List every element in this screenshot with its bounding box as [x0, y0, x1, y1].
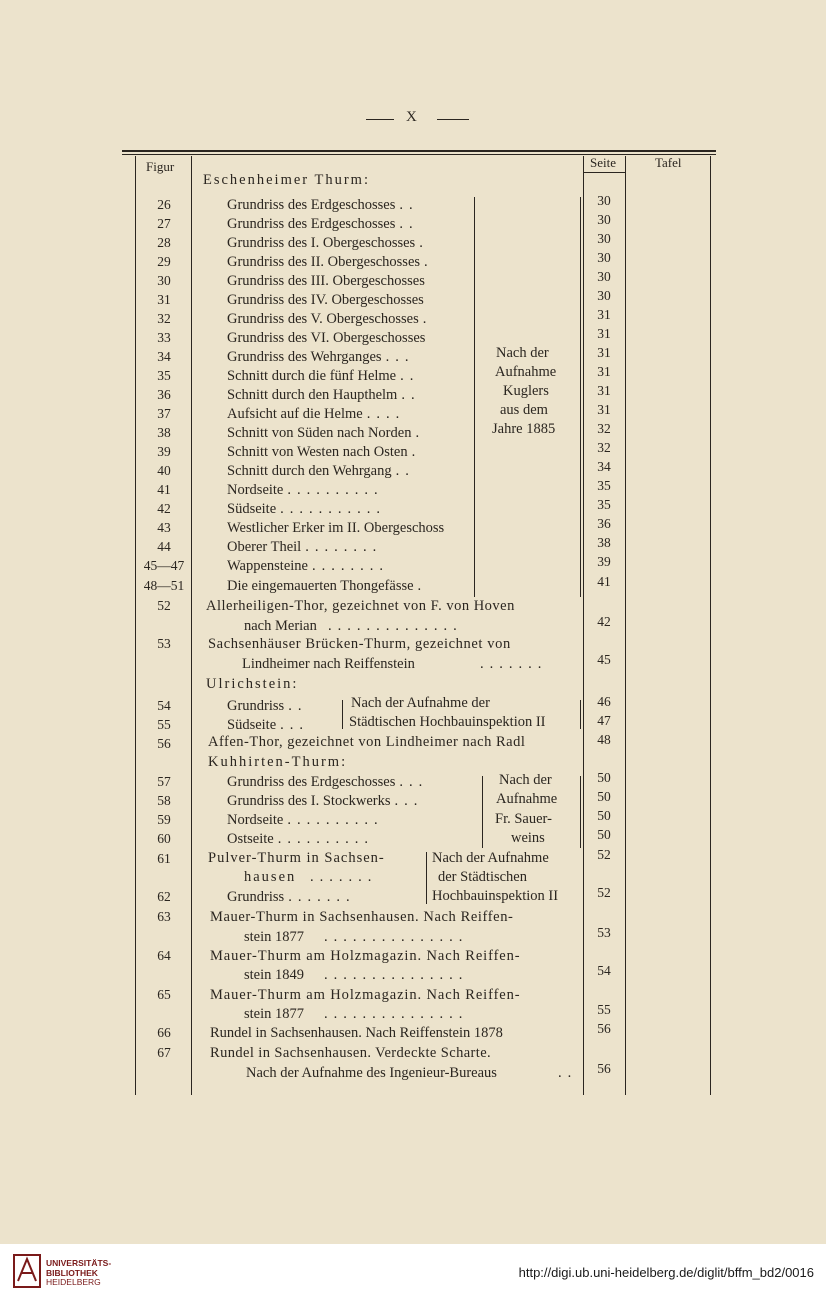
permalink-url[interactable]: http://digi.ub.uni-heidelberg.de/diglit/bffm_bd2/0016 — [518, 1265, 814, 1280]
page-reference: 31 — [597, 345, 611, 360]
figure-number: 33 — [157, 330, 171, 345]
figure-label: Grundriss des IV. Obergeschosses — [227, 292, 424, 308]
leader-dots: .......... — [287, 812, 384, 828]
figure-number: 34 — [157, 349, 171, 364]
figure-number: 52 — [157, 598, 171, 613]
entry-sachsenhaeuser-1: Sachsenhäuser Brücken-Thurm, gezeichnet von — [208, 636, 511, 652]
page-reference: 41 — [597, 574, 611, 589]
leader-dots: .. — [288, 698, 308, 714]
figure-label: Grundriss des I. Obergeschosses . — [227, 235, 429, 251]
section-eschenheimer: Eschenheimer Thurm: — [203, 172, 370, 188]
leader-dots: . — [411, 444, 422, 460]
page-reference: 39 — [597, 554, 611, 569]
seite-header-rule — [584, 172, 626, 173]
note-kugler-2: Aufnahme — [495, 364, 557, 380]
figure-number: 57 — [157, 774, 171, 789]
figure-label: Schnitt von Süden nach Norden . — [227, 425, 426, 441]
note-pulver-3: Hochbauinspektion II — [432, 888, 559, 904]
figure-number: 60 — [157, 831, 171, 846]
figure-number: 40 — [157, 463, 171, 478]
note-pulver-2: der Städtischen — [438, 869, 527, 885]
page-reference: 31 — [597, 307, 611, 322]
page-reference: 50 — [597, 827, 611, 842]
col-rule-text — [583, 156, 584, 1095]
entry-mauer65-2: stein 1877 — [244, 1006, 305, 1022]
leader-dots: ... — [280, 717, 310, 733]
figure-label: Grundriss .. — [227, 698, 308, 714]
figure-number: 43 — [157, 520, 171, 535]
leader-dots: ........ — [305, 539, 383, 555]
figure-label: Grundriss des Erdgeschosses .. — [227, 216, 419, 232]
figure-label: Grundriss des II. Obergeschosses . — [227, 254, 434, 270]
figure-label: Nordseite .......... — [227, 482, 384, 498]
figure-label: Südseite ........... — [227, 501, 387, 517]
brace-ulrich — [342, 700, 343, 729]
figure-number: 31 — [157, 292, 171, 307]
figure-number: 66 — [157, 1025, 171, 1040]
figure-label: Die eingemauerten Thongefässe . — [227, 578, 428, 594]
page-reference: 31 — [597, 383, 611, 398]
leader-dots: .......... — [277, 831, 374, 847]
figure-label: Nordseite .......... — [227, 812, 384, 828]
page-reference: 46 — [597, 694, 611, 709]
entry-mauer63-2: stein 1877 — [244, 929, 305, 945]
table-top-rule — [122, 150, 716, 152]
figure-number: 63 — [157, 909, 171, 924]
note-sauerwein-3: Fr. Sauer- — [495, 811, 552, 827]
page-reference: 48 — [597, 732, 611, 747]
table-top-rule-thin — [122, 154, 716, 155]
figure-number: 61 — [157, 851, 171, 866]
figure-label: Grundriss ....... — [227, 889, 356, 905]
leader-dots: ........... — [280, 501, 387, 517]
col-rule-seite — [625, 156, 626, 1095]
note-kugler-3: Kuglers — [503, 383, 549, 399]
figure-number: 29 — [157, 254, 171, 269]
leader-rundel67: .. — [558, 1065, 578, 1081]
figure-label: Grundriss des Wehrganges ... — [227, 349, 415, 365]
entry-pulver-1: Pulver-Thurm in Sachsen- — [208, 850, 385, 866]
page-number: X — [406, 109, 417, 125]
page-reference: 31 — [597, 402, 611, 417]
col-header-tafel: Tafel — [655, 155, 682, 170]
figure-number: 67 — [157, 1045, 171, 1060]
page-reference: 54 — [597, 963, 611, 978]
page-reference: 32 — [597, 440, 611, 455]
leader-dots: .. — [401, 387, 421, 403]
note-sauerwein-2: Aufnahme — [496, 791, 558, 807]
header-ornament-right — [437, 119, 469, 120]
leader-dots: .. — [395, 463, 415, 479]
note-ulrich-2: Städtischen Hochbauinspektion II — [349, 714, 546, 730]
brace-pulver-right — [575, 852, 584, 904]
page-reference: 38 — [597, 535, 611, 550]
entry-rundel66: Rundel in Sachsenhausen. Nach Reiffenstein 1878 — [210, 1025, 503, 1041]
leader-allerheiligen: .............. — [328, 618, 463, 634]
leader-dots: ....... — [288, 889, 356, 905]
entry-affen: Affen-Thor, gezeichnet von Lindheimer nach Radl — [208, 734, 526, 750]
col-header-seite: Seite — [590, 155, 616, 170]
page-reference: 31 — [597, 364, 611, 379]
section-kuhhirten: Kuhhirten-Thurm: — [208, 754, 348, 770]
leader-dots: ... — [385, 349, 415, 365]
brace-kugler-right — [570, 197, 581, 597]
figure-number: 62 — [157, 889, 171, 904]
figure-number: 36 — [157, 387, 171, 402]
page-reference: 56 — [597, 1021, 611, 1036]
page-reference: 30 — [597, 250, 611, 265]
page-reference: 34 — [597, 459, 611, 474]
leader-dots: . — [422, 311, 433, 327]
entry-pulver-2: hausen — [244, 869, 297, 885]
leader-mauer64: ............... — [324, 967, 469, 983]
figure-label: Grundriss des VI. Obergeschosses — [227, 330, 426, 346]
page-reference: 45 — [597, 652, 611, 667]
col-rule-tafel — [710, 156, 711, 1095]
note-kugler-4: aus dem — [500, 402, 548, 418]
leader-dots: ... — [394, 793, 424, 809]
page-reference: 50 — [597, 770, 611, 785]
col-header-figur: Figur — [146, 159, 175, 174]
entry-mauer64-2: stein 1849 — [244, 967, 305, 983]
figure-number: 59 — [157, 812, 171, 827]
figure-number: 30 — [157, 273, 171, 288]
library-name-line3: HEIDELBERG — [46, 1277, 101, 1287]
leader-dots: .. — [400, 368, 420, 384]
figure-number: 53 — [157, 636, 171, 651]
leader-dots: ... — [399, 774, 429, 790]
figure-number: 44 — [157, 539, 171, 554]
figure-number: 39 — [157, 444, 171, 459]
figure-number: 55 — [157, 717, 171, 732]
page-reference: 30 — [597, 269, 611, 284]
brace-kugler-left — [474, 197, 475, 597]
figure-label: Ostseite .......... — [227, 831, 374, 847]
library-name — [46, 1259, 111, 1288]
leader-dots: ........ — [311, 558, 389, 574]
note-kugler-1: Nach der — [496, 345, 549, 361]
page-reference: 42 — [597, 614, 611, 629]
figure-number: 64 — [157, 948, 171, 963]
figure-number: 56 — [157, 736, 171, 751]
page-reference: 36 — [597, 516, 611, 531]
figure-label: Schnitt durch die fünf Helme .. — [227, 368, 420, 384]
figure-number: 32 — [157, 311, 171, 326]
header-ornament-left — [366, 119, 394, 120]
figure-label: Grundriss des I. Stockwerks ... — [227, 793, 424, 809]
leader-dots: . — [424, 254, 434, 270]
leader-dots: .......... — [287, 482, 384, 498]
entry-allerheiligen-1: Allerheiligen-Thor, gezeichnet von F. von Hoven — [206, 598, 515, 614]
figure-number: 27 — [157, 216, 171, 231]
page-reference: 35 — [597, 478, 611, 493]
footer-bar — [0, 1244, 826, 1302]
figure-number: 58 — [157, 793, 171, 808]
page-reference: 30 — [597, 212, 611, 227]
entry-allerheiligen-2: nach Merian — [244, 618, 317, 634]
figure-label: Schnitt von Westen nach Osten . — [227, 444, 422, 460]
leader-dots: . — [415, 425, 426, 441]
figure-number: 35 — [157, 368, 171, 383]
entry-rundel67-1: Rundel in Sachsenhausen. Verdeckte Scharte. — [210, 1045, 492, 1061]
leader-pulver: ....... — [310, 869, 378, 885]
figure-number: 37 — [157, 406, 171, 421]
entry-mauer64-1: Mauer-Thurm am Holzmagazin. Nach Reiffen- — [210, 948, 521, 964]
brace-pulver-left — [426, 852, 427, 904]
brace-sauerwein-right — [570, 776, 581, 848]
university-logo-icon — [12, 1251, 42, 1296]
entry-sachsenhaeuser-2: Lindheimer nach Reiffenstein — [242, 656, 415, 672]
figure-number: 26 — [157, 197, 171, 212]
note-sauerwein-1: Nach der — [499, 772, 552, 788]
note-pulver-1: Nach der Aufnahme — [432, 850, 549, 866]
figure-number: 48—51 — [143, 578, 185, 593]
entry-rundel67-2: Nach der Aufnahme des Ingenieur-Bureaus — [246, 1065, 497, 1081]
figure-number: 65 — [157, 987, 171, 1002]
figure-label: Oberer Theil ........ — [227, 539, 383, 555]
leader-dots: .. — [399, 216, 419, 232]
leader-sachsenhaeuser: ....... — [480, 656, 548, 672]
figure-label: Wappensteine ........ — [227, 558, 389, 574]
page-reference: 30 — [597, 288, 611, 303]
page-reference: 30 — [597, 193, 611, 208]
figure-label: Aufsicht auf die Helme .... — [227, 406, 406, 422]
page-reference: 47 — [597, 713, 611, 728]
brace-sauerwein-left — [482, 776, 483, 848]
leader-mauer63: ............... — [324, 929, 469, 945]
figure-number: 28 — [157, 235, 171, 250]
figure-number: 42 — [157, 501, 171, 516]
leader-dots: . — [417, 578, 428, 594]
figure-label: Grundriss des V. Obergeschosses . — [227, 311, 433, 327]
figure-label: Westlicher Erker im II. Obergeschoss — [227, 520, 445, 536]
col-rule-figur — [191, 156, 192, 1095]
figure-number: 38 — [157, 425, 171, 440]
figure-label: Grundriss des Erdgeschosses ... — [227, 774, 429, 790]
leader-dots: .. — [399, 197, 419, 213]
library-name-line2: BIBLIOTHEK — [46, 1267, 98, 1278]
library-name-line1: UNIVERSITÄTS- — [46, 1258, 112, 1268]
brace-ulrich-right — [570, 700, 581, 729]
entry-mauer63-1: Mauer-Thurm in Sachsenhausen. Nach Reiffen- — [210, 909, 514, 925]
section-ulrichstein: Ulrichstein: — [206, 676, 299, 692]
page-reference: 50 — [597, 808, 611, 823]
figure-label: Südseite ... — [227, 717, 310, 733]
note-kugler-5: Jahre 1885 — [492, 421, 556, 437]
figure-label: Grundriss des Erdgeschosses .. — [227, 197, 419, 213]
page-reference: 30 — [597, 231, 611, 246]
figure-label: Schnitt durch den Wehrgang .. — [227, 463, 415, 479]
page-reference: 56 — [597, 1061, 611, 1076]
figure-label: Schnitt durch den Haupthelm .. — [227, 387, 421, 403]
note-sauerwein-4: weins — [511, 830, 545, 846]
leader-dots: . — [419, 235, 429, 251]
entry-mauer65-1: Mauer-Thurm am Holzmagazin. Nach Reiffen- — [210, 987, 521, 1003]
page-reference: 53 — [597, 925, 611, 940]
page-reference: 52 — [597, 885, 611, 900]
page-reference: 31 — [597, 326, 611, 341]
page-reference: 32 — [597, 421, 611, 436]
leader-mauer65: ............... — [324, 1006, 469, 1022]
left-margin-rule — [135, 156, 136, 1095]
page-reference: 52 — [597, 847, 611, 862]
figure-number: 41 — [157, 482, 171, 497]
page-reference: 35 — [597, 497, 611, 512]
note-ulrich-1: Nach der Aufnahme der — [351, 695, 490, 711]
leader-dots: .... — [366, 406, 406, 422]
figure-label: Grundriss des III. Obergeschosses — [227, 273, 425, 289]
page-reference: 55 — [597, 1002, 611, 1017]
figure-number: 54 — [157, 698, 171, 713]
page-reference: 50 — [597, 789, 611, 804]
figure-number: 45—47 — [143, 558, 185, 573]
